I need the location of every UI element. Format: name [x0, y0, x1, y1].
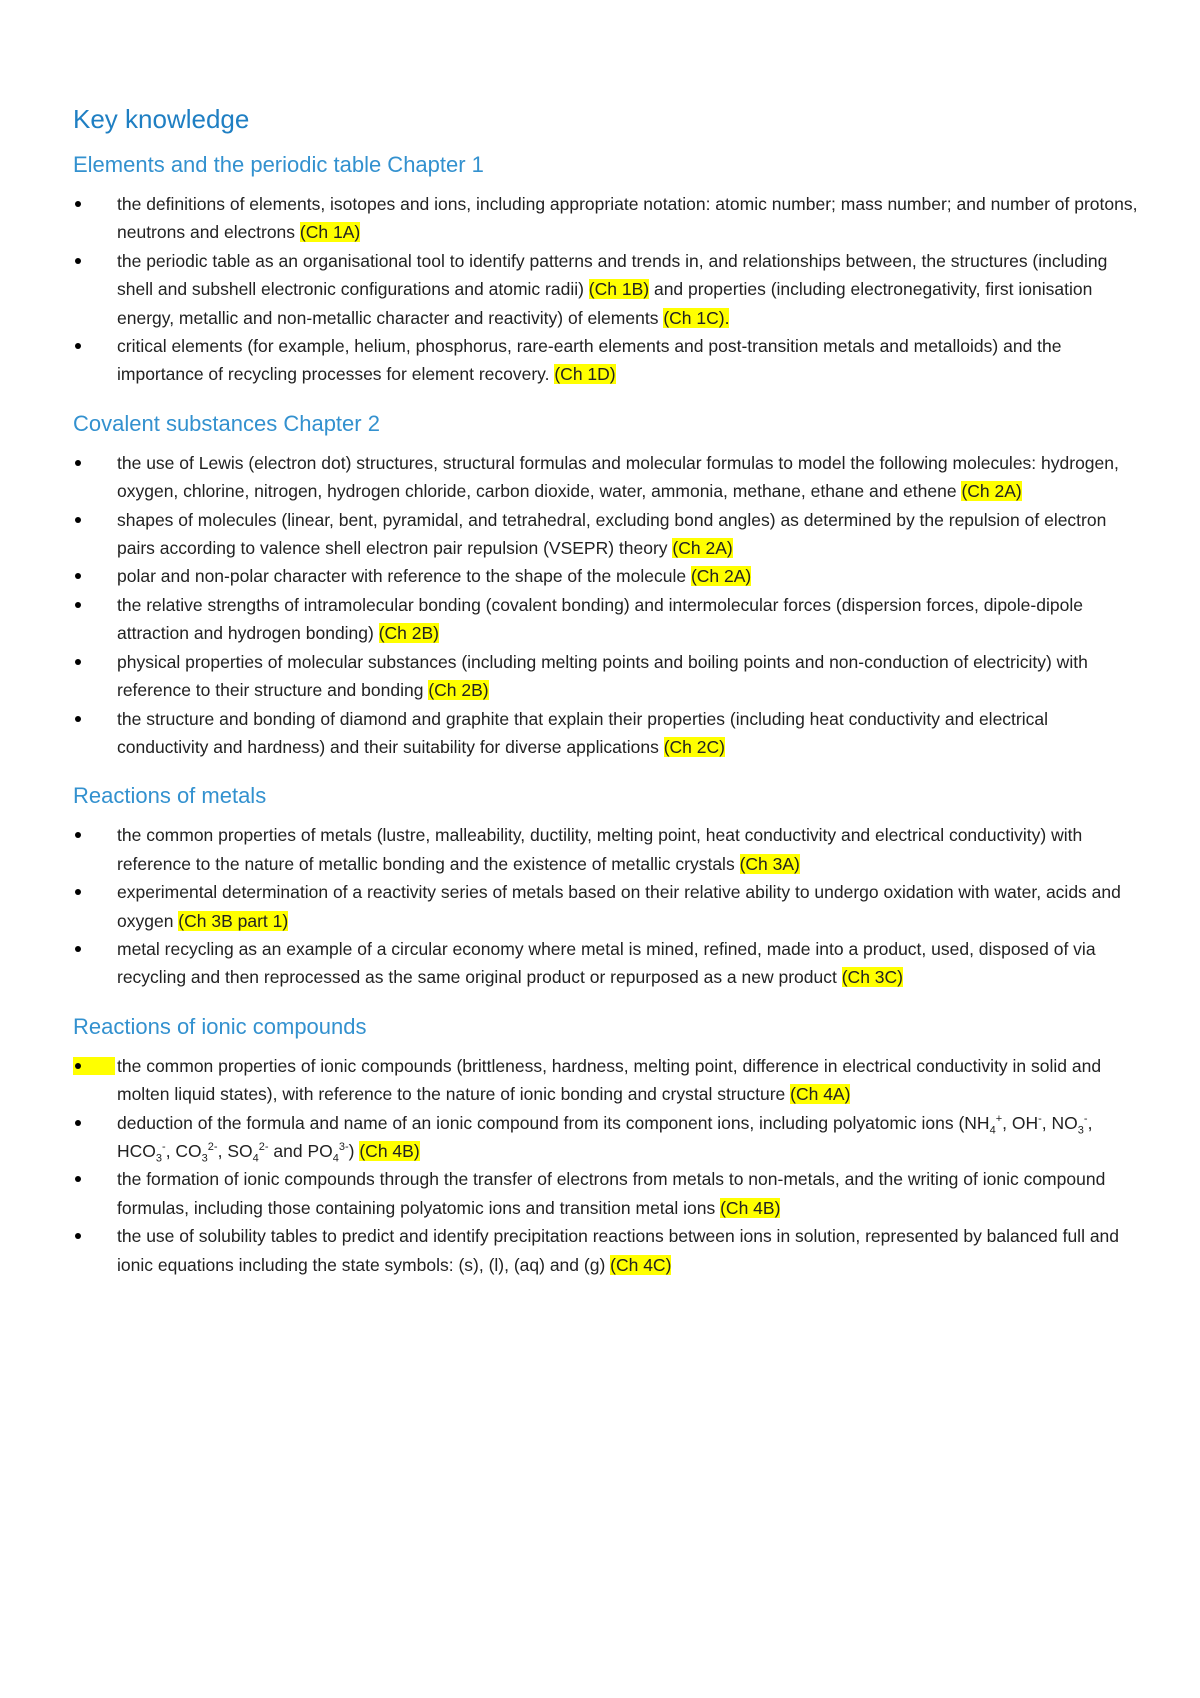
bullet-icon	[73, 449, 117, 477]
list-item	[73, 247, 1140, 332]
chapter-reference: (Ch 2A)	[690, 566, 752, 587]
chapter-reference: (Ch 2B)	[378, 623, 440, 644]
bullet-list	[73, 821, 1140, 991]
item-text: experimental determination of a reactivity series of metals based on their relative ability to undergo oxidation with water, acids and oxygen	[117, 882, 1121, 931]
item-text: the definitions of elements, isotopes and ions, including appropriate notation: atomic number; mass number; and number of protons, neutrons and electrons	[117, 194, 1138, 243]
chapter-reference: (Ch 2A)	[961, 481, 1022, 502]
bullet-icon	[73, 1222, 117, 1250]
item-text: deduction of the formula and name of an ionic compound from its component ions, including polyatomic ions	[117, 1112, 959, 1133]
page-title: Key knowledge	[73, 104, 250, 134]
chapter-reference: (Ch 4C)	[610, 1254, 672, 1275]
chapter-reference: (Ch 3B part 1)	[178, 910, 289, 931]
bullet-icon	[73, 591, 117, 619]
chapter-reference: (Ch 4A)	[790, 1084, 851, 1105]
list-item	[73, 878, 1140, 935]
chapter-reference: (Ch 1D)	[554, 364, 616, 385]
chapter-reference: (Ch 2C)	[663, 736, 725, 757]
chapter-reference: (Ch 2B)	[428, 680, 489, 701]
item-text: the use of solubility tables to predict and identify precipitation reactions between ions in solution, represented by balanced full and ionic equations including the state symbols: (s), (l), (aq) and (g)	[117, 1226, 1120, 1275]
chapter-reference: (Ch 4B)	[359, 1140, 420, 1161]
section-heading: Elements and the periodic table Chapter 1	[73, 152, 484, 177]
item-text: the structure and bonding of diamond and graphite that explain their properties (including heat conductivity and electrical conductivity and hardness) and their suitability for diverse applications	[117, 708, 1048, 757]
list-item	[73, 1165, 1140, 1222]
bullet-list	[73, 190, 1140, 389]
list-item	[73, 591, 1140, 648]
list-item	[73, 821, 1140, 878]
list-item	[73, 1052, 1140, 1109]
item-text: the formation of ionic compounds through the transfer of electrons from metals to non-metals, and the writing of ionic compound formulas, including those containing polyatomic ions and transition metal ions	[117, 1169, 1106, 1218]
list-item	[73, 1222, 1140, 1279]
list-item	[73, 449, 1140, 506]
list-item	[73, 1109, 1140, 1166]
list-item	[73, 935, 1140, 992]
section-heading: Reactions of ionic compounds	[73, 1013, 367, 1039]
chapter-reference: (Ch 3C)	[841, 967, 903, 988]
bullet-icon	[73, 705, 117, 733]
bullet-icon	[73, 562, 117, 590]
section-heading: Reactions of metals	[73, 783, 267, 809]
bullet-list	[73, 449, 1140, 761]
item-text: metal recycling as an example of a circular economy where metal is mined, refined, made into a product, used, disposed of via recycling and then reprocessed as the same original product or repurposed as a new product	[117, 938, 1096, 988]
list-item	[73, 190, 1140, 247]
chapter-reference: (Ch 1B)	[588, 279, 650, 300]
bullet-icon	[73, 1165, 117, 1193]
chapter-reference: (Ch 1C).	[663, 307, 730, 328]
section-reactions-of-metals	[73, 781, 1140, 991]
bullet-icon	[73, 190, 117, 218]
item-text: polar and non-polar character with reference to the shape of the molecule	[117, 566, 691, 587]
highlighted-bullet-icon	[73, 1052, 117, 1080]
list-item	[73, 705, 1140, 762]
bullet-icon	[73, 821, 117, 849]
bullet-icon	[73, 648, 117, 676]
bullet-icon	[73, 247, 117, 275]
bullet-icon	[73, 878, 117, 906]
bullet-icon	[73, 1109, 117, 1137]
item-text: the relative strengths of intramolecular bonding (covalent bonding) and intermolecular forces (dispersion forces, dipole-dipole attraction and hydrogen bonding)	[117, 594, 1083, 644]
item-text: and properties (including electronegativity, first ionisation energy, metallic and non-metallic character and reactivity) of elements	[117, 279, 1093, 328]
section-elements-periodic-table	[73, 150, 1140, 389]
item-text: physical properties of molecular substances (including melting points and boiling points and non-conduction of electricity) with reference to their structure and bonding	[117, 651, 1088, 701]
list-item	[73, 648, 1140, 705]
item-text: critical elements (for example, helium, phosphorus, rare-earth elements and post-transition metals and metalloids) and the importance of recycling processes for element recovery.	[117, 336, 1062, 385]
chapter-reference: (Ch 1A)	[299, 222, 361, 243]
section-covalent-substances	[73, 409, 1140, 761]
chapter-reference: (Ch 4B)	[720, 1197, 781, 1218]
list-item	[73, 562, 1140, 590]
bullet-icon	[73, 935, 117, 963]
bullet-icon	[73, 332, 117, 360]
list-item	[73, 506, 1140, 563]
chapter-reference: (Ch 2A)	[672, 538, 733, 559]
list-item	[73, 332, 1140, 389]
item-text: the use of Lewis (electron dot) structures, structural formulas and molecular formulas to model the following molecules: hydrogen, oxygen, chlorine, nitrogen, hydrogen chloride, carbon dioxide, water, ammonia, methane, ethane and ethene	[117, 452, 1119, 502]
item-text: the common properties of ionic compounds (brittleness, hardness, melting point, difference in electrical conductivity in solid and molten liquid states), with reference to the nature of ionic bonding and crystal structure	[117, 1055, 1102, 1105]
polyatomic-ion-list: ($NH_4^+$, OH-, $NO_3^-$, $HCO_3^-$, $CO_3^{2-}$, $SO_4^{2-}$ and $PO_4^{3-}$)	[117, 1112, 1093, 1165]
section-heading: Covalent substances Chapter 2	[73, 410, 380, 436]
bullet-icon	[73, 506, 117, 534]
item-text: shapes of molecules (linear, bent, pyramidal, and tetrahedral, excluding bond angles) as determined by the repulsion of electron pairs according to valence shell electron pair repulsion (VSEPR) theory	[117, 509, 1107, 559]
item-text: the periodic table as an organisational tool to identify patterns and trends in, and relationships between, the structures (including shell and subshell electronic configurations and atomic radii)	[117, 250, 1108, 300]
section-reactions-of-ionic-compounds	[73, 1012, 1140, 1279]
bullet-list	[73, 1052, 1140, 1279]
item-text: the common properties of metals (lustre, malleability, ductility, melting point, heat conductivity and electrical conductivity) with reference to the nature of metallic bonding and the existence of metallic crystals	[117, 825, 1083, 874]
chapter-reference: (Ch 3A)	[739, 853, 800, 874]
